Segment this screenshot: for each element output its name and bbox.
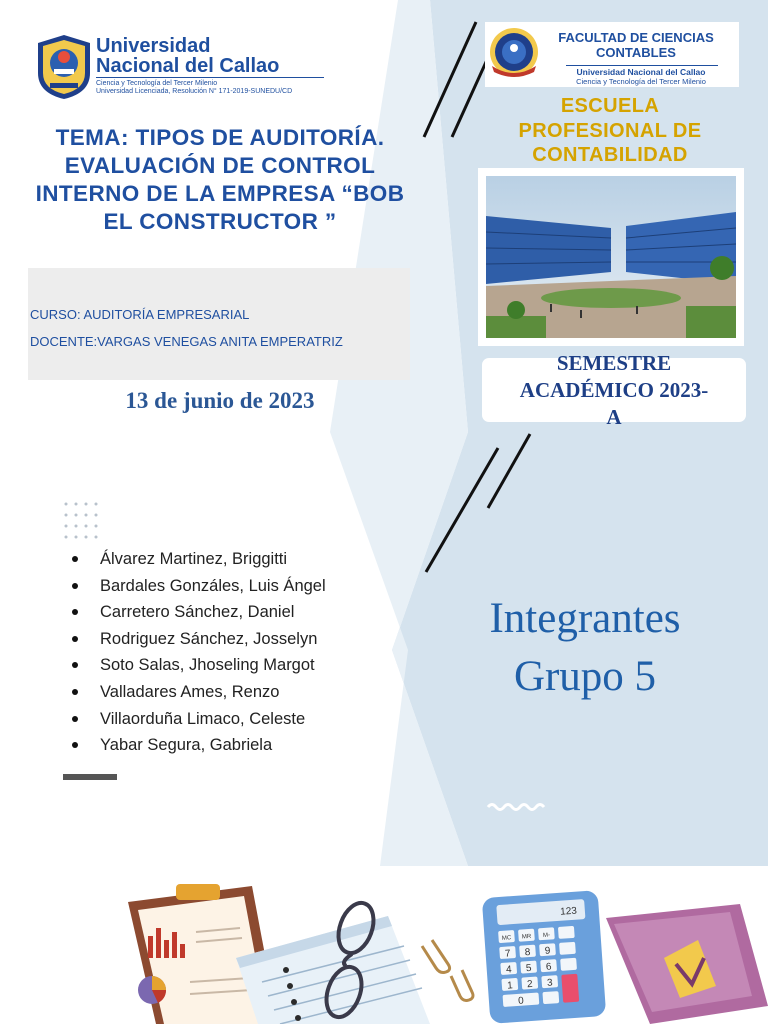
university-rule — [96, 77, 324, 78]
calculator-icon — [482, 890, 607, 1024]
divider-dash — [63, 774, 117, 780]
svg-text:0: 0 — [517, 995, 525, 1007]
member-name: Villaorduña Limaco, Celeste — [100, 709, 306, 728]
university-tagline: Ciencia y Tecnología del Tercer Milenio — [96, 80, 218, 87]
bullet-icon — [72, 609, 78, 615]
university-name: Universidad Nacional del Callao — [96, 35, 280, 77]
faculty-title: FACULTAD DE CIENCIAS CONTABLES — [558, 30, 714, 60]
member-name: Valladares Ames, Renzo — [100, 682, 280, 701]
semester-label: SEMESTRE ACADÉMICO 2023- A — [519, 351, 709, 429]
list-item — [70, 546, 326, 573]
svg-text:2: 2 — [526, 978, 534, 991]
members-list — [70, 546, 326, 759]
notebook-icon — [236, 916, 430, 1024]
svg-text:MC: MC — [501, 935, 512, 942]
svg-text:1: 1 — [506, 980, 514, 992]
faculty-university: Universidad Nacional del Callao — [576, 67, 706, 77]
paperclip-icon — [422, 940, 473, 1001]
list-item — [70, 652, 326, 679]
course-info-box — [28, 268, 410, 380]
document-date: 13 de junio de 2023 — [125, 388, 315, 413]
university-seal-icon — [34, 33, 94, 101]
svg-text:7: 7 — [504, 948, 511, 960]
campus-photo — [486, 176, 736, 338]
member-name: Carretero Sánchez, Daniel — [100, 603, 295, 622]
list-item — [70, 732, 326, 759]
dot-grid-decoration — [63, 501, 107, 541]
list-item — [70, 626, 326, 653]
bullet-icon — [72, 662, 78, 668]
svg-text:6: 6 — [545, 961, 552, 973]
svg-text:MR: MR — [521, 933, 532, 941]
course-name: CURSO: AUDITORÍA EMPRESARIAL — [30, 307, 250, 322]
svg-text:9: 9 — [544, 945, 551, 957]
members-heading: Integrantes Grupo 5 — [489, 595, 681, 700]
svg-text:8: 8 — [524, 946, 531, 959]
wave-decoration-icon — [486, 800, 548, 814]
member-name: Rodriguez Sánchez, Josselyn — [100, 629, 318, 648]
document-title: TEMA: TIPOS DE AUDITORÍA. EVALUACIÓN DE CONTROL INTERNO DE LA EMPRESA “BOB EL CONSTRUCTOR ” — [35, 125, 405, 234]
svg-text:M-: M- — [542, 932, 551, 940]
svg-text:5: 5 — [525, 962, 532, 975]
member-name: Álvarez Martinez, Briggitti — [100, 550, 288, 568]
list-item — [70, 706, 326, 733]
office-supplies-illustration — [0, 866, 768, 1024]
bullet-icon — [72, 636, 78, 642]
bullet-icon — [72, 689, 78, 695]
member-name: Yabar Segura, Gabriela — [100, 736, 273, 755]
teacher-name: DOCENTE:VARGAS VENEGAS ANITA EMPERATRIZ — [30, 334, 343, 349]
faculty-seal-icon — [488, 26, 540, 80]
svg-text:3: 3 — [546, 977, 553, 989]
svg-text:4: 4 — [505, 964, 512, 976]
list-item — [70, 599, 326, 626]
faculty-rule — [566, 65, 718, 66]
school-name: ESCUELA PROFESIONAL DE CONTABILIDAD — [518, 95, 702, 166]
bullet-icon — [72, 583, 78, 589]
list-item — [70, 573, 326, 600]
university-resolution: Universidad Licenciada, Resolución N° 171-2019-SUNEDU/CD — [96, 88, 293, 95]
faculty-tagline: Ciencia y Tecnología del Tercer Milenio — [576, 77, 706, 86]
member-name: Bardales Gonzáles, Luis Ángel — [100, 576, 326, 595]
member-name: Soto Salas, Jhoseling Margot — [100, 656, 315, 675]
list-item — [70, 679, 326, 706]
bullet-icon — [72, 742, 78, 748]
calculator-display: 123 — [559, 905, 578, 918]
bullet-icon — [72, 716, 78, 722]
bullet-icon — [72, 556, 78, 562]
